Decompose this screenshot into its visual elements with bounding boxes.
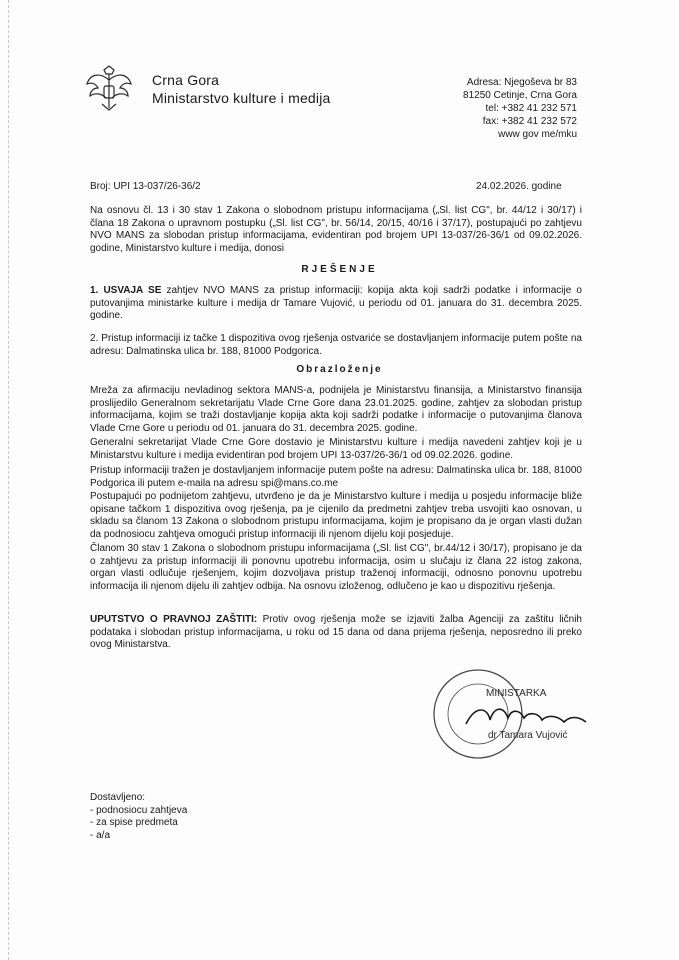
signatory-role: MINISTARKA — [486, 688, 547, 699]
legal-remedy — [90, 614, 582, 652]
country-name: Crna Gora — [152, 72, 220, 88]
decision-item-1 — [90, 285, 582, 323]
delivery-title: Dostavljeno: — [90, 792, 146, 803]
phone-line: tel: +382 41 232 571 — [485, 103, 577, 114]
delivery-list — [90, 792, 187, 842]
reasoning-title: Obrazloženje — [296, 364, 383, 375]
legal-remedy-title: UPUTSTVO O PRAVNOJ ZAŠTITI: — [90, 614, 258, 625]
decision-title: RJEŠENJE — [301, 264, 378, 275]
scan-edge — [8, 0, 11, 960]
signature-scribble — [466, 709, 586, 724]
stamp-icon — [434, 670, 522, 758]
preamble: Na osnovu čl. 13 i 30 stav 1 Zakona o slobodnom pristupu informacijama („Sl. list CG", br. 44/12 i 30/17) i člana 18 Zakona o upravnom postupku („Sl. list CG", br. 56/14, 20/15, 40/16 i 37/17), postupajući po zahtjevu NVO MANS za slobodan pristup informacijama, evidentiran pod brojem UPI 13-037/26-36/1 od 09.02.2026. godine, Ministarstvo kulture i medija, donosi — [90, 205, 582, 254]
signatory-name: dr Tamara Vujović — [488, 730, 568, 741]
delivery-item: - za spise predmeta — [90, 817, 178, 828]
reference-number: Broj: UPI 13-037/26-36/2 — [90, 181, 201, 192]
coat-of-arms-icon — [84, 64, 134, 112]
address-line: 81250 Cetinje, Crna Gora — [463, 90, 577, 101]
document-date: 24.02.2026. godine — [476, 181, 562, 192]
reasoning-paragraph: Članom 30 stav 1 Zakona o slobodnom pristupu informacijama („Sl. list CG", br.44/12 i 30/17), propisano je da o zahtjevu za pristup informaciji ili ponovnu upotrebu informacija, osim u slučaju iz člana 22 istog zakona, organ vlasti odlučuje rješenjem, kojim dozvoljava pristup traženoj informaciji, odnosno ponovnu upotrebu informacija ili njenom dijelu ili zahtjev odbija. Na osnovu izloženog, odlučeno je kao u dispozitivu rješenja. — [90, 543, 582, 592]
delivery-item: - a/a — [90, 829, 111, 841]
decision-item-text: zahtjev NVO MANS za pristup informaciji: kopija akta koji sadrži podatke i informacije o putovanjima ministarke kulture i medija dr Tamare Vujović, u periodu od 01. januara do 31. decembra 2025. godine. — [90, 285, 582, 321]
delivery-item: - podnosiocu zahtjeva — [90, 804, 188, 816]
contact-address — [463, 76, 577, 141]
stamp-and-signature — [428, 662, 608, 762]
ministry-name: Ministarstvo kulture i medija — [152, 90, 331, 106]
fax-line: fax: +382 41 232 572 — [482, 116, 577, 127]
address-line: Adresa: Njegoševa br 83 — [466, 77, 577, 88]
ministry-heading — [152, 72, 331, 107]
reasoning-paragraph: Postupajući po podnijetom zahtjevu, utvrđeno je da je Ministarstvo kulture i medija u posjedu informacije bliže opisane tačkom 1 dispozitiva ovog rješenja, pa je cijenilo da predmetni zahtjev treba usvojiti kao osnovan, u skladu sa članom 13 Zakona o slobodnom pristupu informacijama, kojim je propisano da je organ vlasti dužan da podnosiocu zahtjeva omogući pristup informaciji ili njenom dijelu koji posjeduje. — [90, 491, 582, 540]
decision-item-lead: 1. USVAJA SE — [90, 285, 162, 296]
decision-item-2: 2. Pristup informaciji iz tačke 1 dispozitiva ovog rješenja ostvariće se dostavljanjem informacije putem pošte na adresu: Dalmatinska ulica br. 188, 81000 Podgorica. — [90, 333, 582, 357]
legal-remedy-text: Protiv ovog rješenja može se izjaviti žalba Agenciji za zaštitu ličnih podataka i slobodan pristup informacijama, u roku od 15 dana od dana prijema rješenja, neposredno ili preko ovog Ministarstva. — [90, 614, 582, 650]
reasoning-paragraph: Generalni sekretarijat Vlade Crne Gore dostavio je Ministarstvu kulture i medija navedeni zahtjev koji je u Ministarstvu kulture i medija evidentiran pod brojem UPI 13-037/26-36/1 od 09.02.2026. godine. — [90, 437, 582, 461]
reasoning-paragraph: Pristup informaciji tražen je dostavljanjem informacije putem pošte na adresu: Dalmatinska ulica br. 188, 81000 Podgorica ili putem e-maila na adresu spi@mans.co.me — [90, 465, 582, 489]
website-line: www gov me/mku — [498, 129, 577, 140]
reasoning-paragraph: Mreža za afirmaciju nevladinog sektora MANS-a, podnijela je Ministarstvu finansija, a Ministarstvo finansija proslijedilo Generalnom sekretarijatu Vlade Crne Gore dana 23.01.2025. godine, zahtjev za slobodan pristup informacijama, kojim se traži dostavljanje kopija akta koji sadrži podatke i informacije o putovanjima članova Vlade Crne Gore u periodu od 01. januara do 31. decembra 2025. godine. — [90, 385, 582, 434]
